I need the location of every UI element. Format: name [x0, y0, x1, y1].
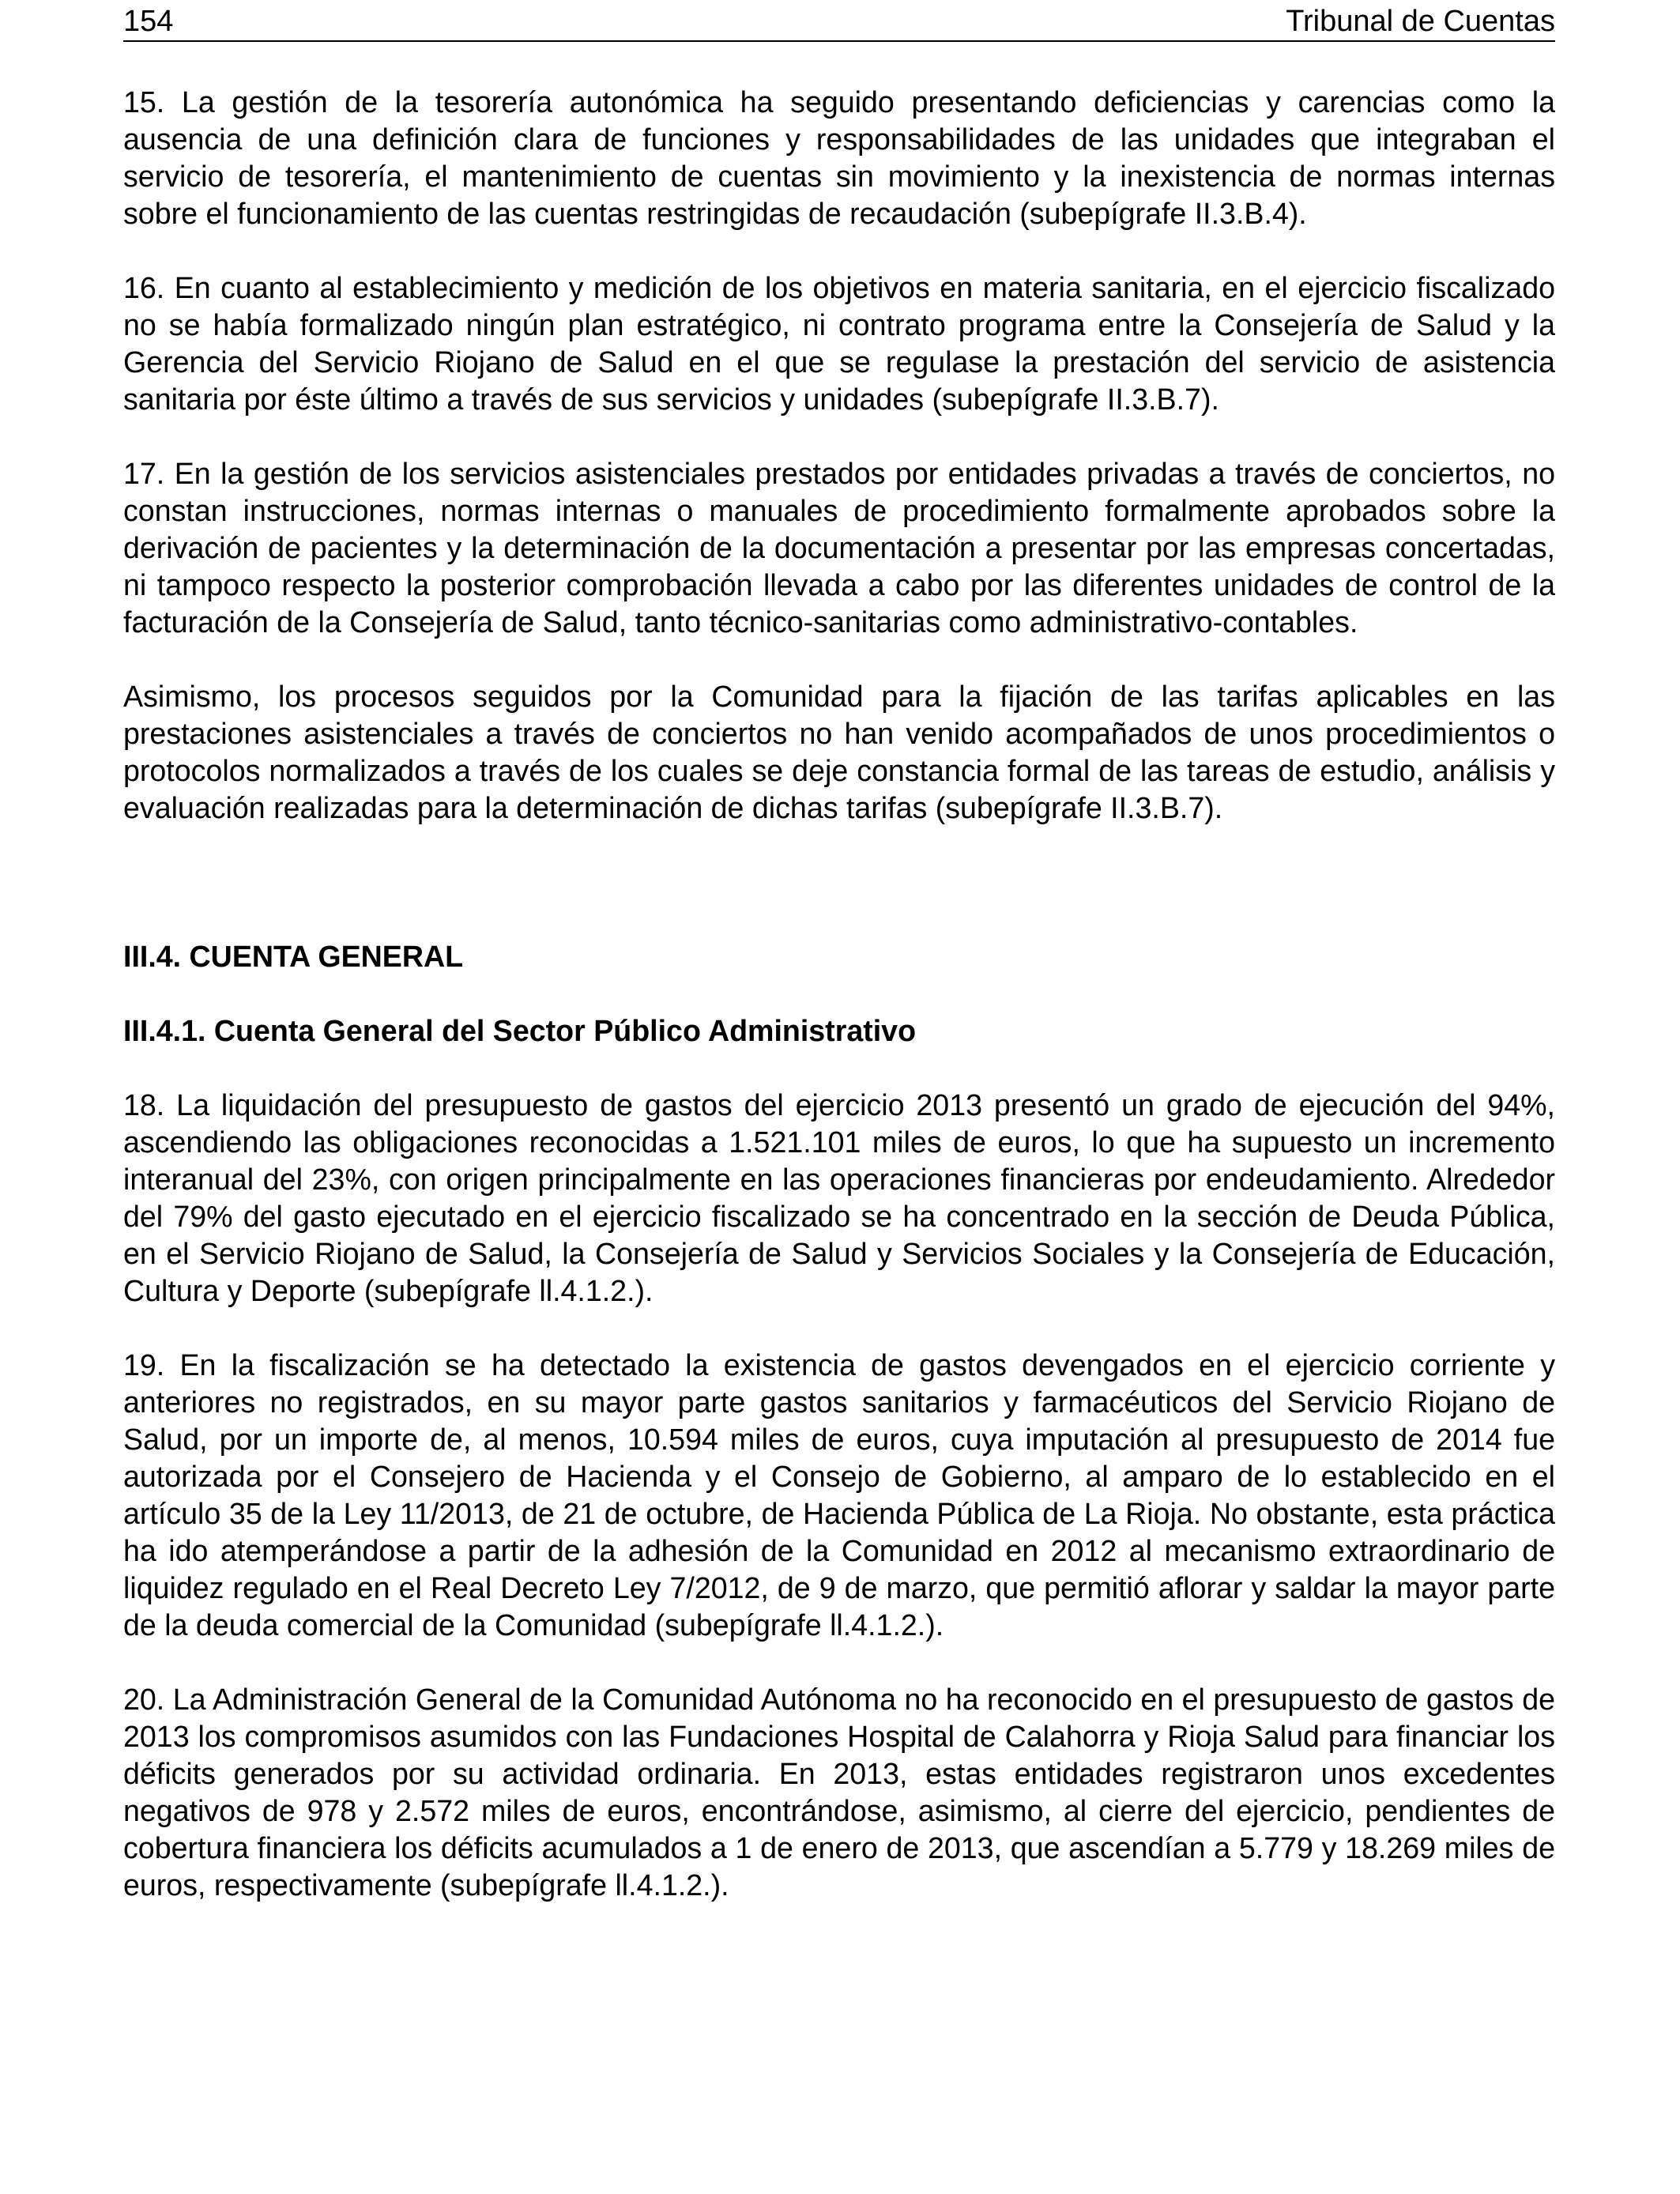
page-number: 154	[123, 5, 174, 38]
paragraph-17: 17. En la gestión de los servicios asistenciales prestados por entidades privadas a través de conciertos, no constan instrucciones, normas internas o manuales de procedimiento formalmente aprobados sobre la derivación de pacientes y la determinación de la documentación a presentar por las empresas concertadas, ni tampoco respecto la posterior comprobación llevada a cabo por las diferentes unidades de control de la facturación de la Consejería de Salud, tanto técnico-sanitarias como administrativo-contables.	[123, 457, 1555, 639]
paragraph-17-continued: Asimismo, los procesos seguidos por la Comunidad para la fijación de las tarifas aplicables en las prestaciones asistenciales a través de conciertos no han venido acompañados de unos procedimientos o protocolos normalizados a través de los cuales se deje constancia formal de las tareas de estudio, análisis y evaluación realizadas para la determinación de dichas tarifas (subepígrafe II.3.B.7).	[123, 680, 1555, 824]
document-body	[123, 84, 1555, 1904]
header-rule	[123, 40, 1555, 42]
paragraph-20: 20. La Administración General de la Comunidad Autónoma no ha reconocido en el presupuesto de gastos de 2013 los compromisos asumidos con las Fundaciones Hospital de Calahorra y Rioja Salud para financiar los déficits generados por su actividad ordinaria. En 2013, estas entidades registraron unos excedentes negativos de 978 y 2.572 miles de euros, encontrándose, asimismo, al cierre del ejercicio, pendientes de cobertura financiera los déficits acumulados a 1 de enero de 2013, que ascendían a 5.779 y 18.269 miles de euros, respectivamente (subepígrafe ll.4.1.2.).	[123, 1683, 1555, 1902]
publication-title: Tribunal de Cuentas	[1286, 5, 1555, 38]
paragraph-18: 18. La liquidación del presupuesto de gastos del ejercicio 2013 presentó un grado de ejecución del 94%, ascendiendo las obligaciones reconocidas a 1.521.101 miles de euros, lo que ha supuesto un incremento interanual del 23%, con origen principalmente en las operaciones financieras por endeudamiento. Alrededor del 79% del gasto ejecutado en el ejercicio fiscalizado se ha concentrado en la sección de Deuda Pública, en el Servicio Riojano de Salud, la Consejería de Salud y Servicios Sociales y la Consejería de Educación, Cultura y Deporte (subepígrafe ll.4.1.2.).	[123, 1088, 1555, 1307]
subsection-heading: III.4.1. Cuenta General del Sector Público Administrativo	[123, 1014, 917, 1047]
document-page	[123, 0, 1555, 2194]
paragraph-19: 19. En la fiscalización se ha detectado la existencia de gastos devengados en el ejercicio corriente y anteriores no registrados, en su mayor parte gastos sanitarios y farmacéuticos del Servicio Riojano de Salud, por un importe de, al menos, 10.594 miles de euros, cuya imputación al presupuesto de 2014 fue autorizada por el Consejero de Hacienda y el Consejo de Gobierno, al amparo de lo establecido en el artículo 35 de la Ley 11/2013, de 21 de octubre, de Hacienda Pública de La Rioja. No obstante, esta práctica ha ido atemperándose a partir de la adhesión de la Comunidad en 2012 al mecanismo extraordinario de liquidez regulado en el Real Decreto Ley 7/2012, de 9 de marzo, que permitió aflorar y saldar la mayor parte de la deuda comercial de la Comunidad (subepígrafe ll.4.1.2.).	[123, 1348, 1555, 1642]
page-header	[123, 5, 1555, 38]
paragraph-16: 16. En cuanto al establecimiento y medición de los objetivos en materia sanitaria, en el ejercicio fiscalizado no se había formalizado ningún plan estratégico, ni contrato programa entre la Consejería de Salud y la Gerencia del Servicio Riojano de Salud en el que se regulase la prestación del servicio de asistencia sanitaria por éste último a través de sus servicios y unidades (subepígrafe II.3.B.7).	[123, 271, 1555, 416]
section-heading: III.4. CUENTA GENERAL	[123, 940, 464, 973]
paragraph-15: 15. La gestión de la tesorería autonómica ha seguido presentando deficiencias y carencias como la ausencia de una definición clara de funciones y responsabilidades de las unidades que integraban el servicio de tesorería, el mantenimiento de cuentas sin movimiento y la inexistencia de normas internas sobre el funcionamiento de las cuentas restringidas de recaudación (subepígrafe II.3.B.4).	[123, 85, 1555, 230]
